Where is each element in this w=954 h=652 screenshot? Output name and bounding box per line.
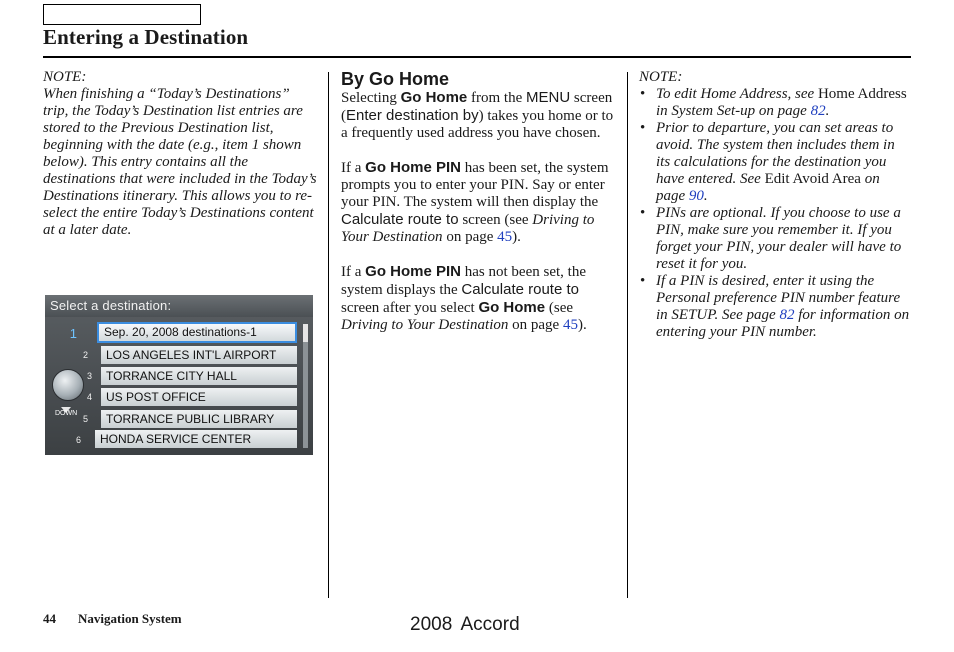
list-item-number: 1 <box>69 326 77 341</box>
page-link[interactable]: 90 <box>688 188 704 204</box>
list-item-number: 3 <box>86 371 92 381</box>
ui-term: Go Home PIN <box>365 159 462 176</box>
list-item: • PINs are optional. If you choose to use a PIN, make sure you remember it. If you forget your PIN, your dealer will have to reset it for you. <box>639 205 911 273</box>
column-divider-2 <box>627 72 628 598</box>
page-link[interactable]: 82 <box>779 307 795 323</box>
footer-section-title: Navigation System <box>78 611 182 626</box>
ui-term: Go Home <box>400 89 468 106</box>
list-item: • If a PIN is desired, enter it using the Personal preference PIN number feature in SETUP. See page 82 for information on entering your PIN number. <box>639 273 911 341</box>
joystick-knob-icon <box>52 369 84 401</box>
page-link[interactable]: 45 <box>562 317 578 333</box>
list-item: HONDA SERVICE CENTER <box>95 430 297 448</box>
ui-term: MENU <box>526 89 571 106</box>
page-title: Entering a Destination <box>43 25 249 49</box>
left-column <box>43 69 318 239</box>
list-item: • Prior to departure, you can set areas to avoid. The system then includes them in its calculations for the destination you have entered. See Edit Avoid Area on page 90. <box>639 120 911 205</box>
note-label: NOTE: <box>639 69 683 85</box>
list-item: TORRANCE CITY HALL <box>101 367 297 385</box>
ui-term: Go Home <box>478 299 546 316</box>
screen-scroll-thumb <box>303 324 308 342</box>
list-item: LOS ANGELES INT'L AIRPORT <box>101 346 297 364</box>
page-link[interactable]: 45 <box>497 229 513 245</box>
ui-term: Calculate route to <box>341 211 459 228</box>
note-text: When finishing a “Today’s Destinations” trip, the Today’s Destination list entries are stored to the Previous Destination list, beginning with the date (e.g., item 1 shown below). This entry contains all the destinations that were included in the Today’s Destinations itinerary. This allows you to re-select the entire Today’s Destinations content at a later date. <box>43 86 317 238</box>
list-item-number: 5 <box>82 414 88 424</box>
right-column <box>639 69 911 341</box>
note-label: NOTE: <box>43 69 87 85</box>
middle-column <box>341 69 617 334</box>
page-number: 44 <box>43 611 56 626</box>
column-divider-1 <box>328 72 329 598</box>
paragraph-pin-set: If a Go Home PIN has been set, the system prompts you to enter your PIN. Say or enter your PIN. The system will then display the Calculate route to screen (see Driving to Your Destination on page 45). <box>341 159 609 245</box>
down-label: DOWN <box>55 410 78 417</box>
ui-term: Enter destination by <box>346 107 479 124</box>
title-rule <box>43 56 911 58</box>
list-item-number: 4 <box>86 392 92 402</box>
navigation-screen-image <box>45 295 313 455</box>
ui-term: Go Home PIN <box>365 263 462 280</box>
note-list <box>639 86 911 341</box>
screen-header: Select a destination: <box>45 295 313 317</box>
list-item-number: 6 <box>75 435 81 445</box>
screen-scrollbar <box>303 324 308 448</box>
ui-term: Calculate route to <box>461 281 579 298</box>
header-tab-box <box>43 4 201 25</box>
list-item: • To edit Home Address, see Home Address in System Set-up on page 82. <box>639 86 911 120</box>
list-item-number: 2 <box>82 350 88 360</box>
page-link[interactable]: 82 <box>810 103 826 119</box>
list-item: TORRANCE PUBLIC LIBRARY <box>101 410 297 428</box>
paragraph-pin-not-set: If a Go Home PIN has not been set, the system displays the Calculate route to screen after you select Go Home (see Driving to Your Destination on page 45). <box>341 263 587 333</box>
footer-model: 2008 Accord <box>410 614 520 635</box>
list-item: US POST OFFICE <box>101 388 297 406</box>
paragraph-go-home-intro: Selecting Go Home from the MENU screen (Enter destination by) takes you home or to a frequently used address you have chosen. <box>341 89 614 141</box>
section-heading: By Go Home <box>341 69 450 89</box>
list-item-selected: Sep. 20, 2008 destinations-1 <box>97 322 297 343</box>
